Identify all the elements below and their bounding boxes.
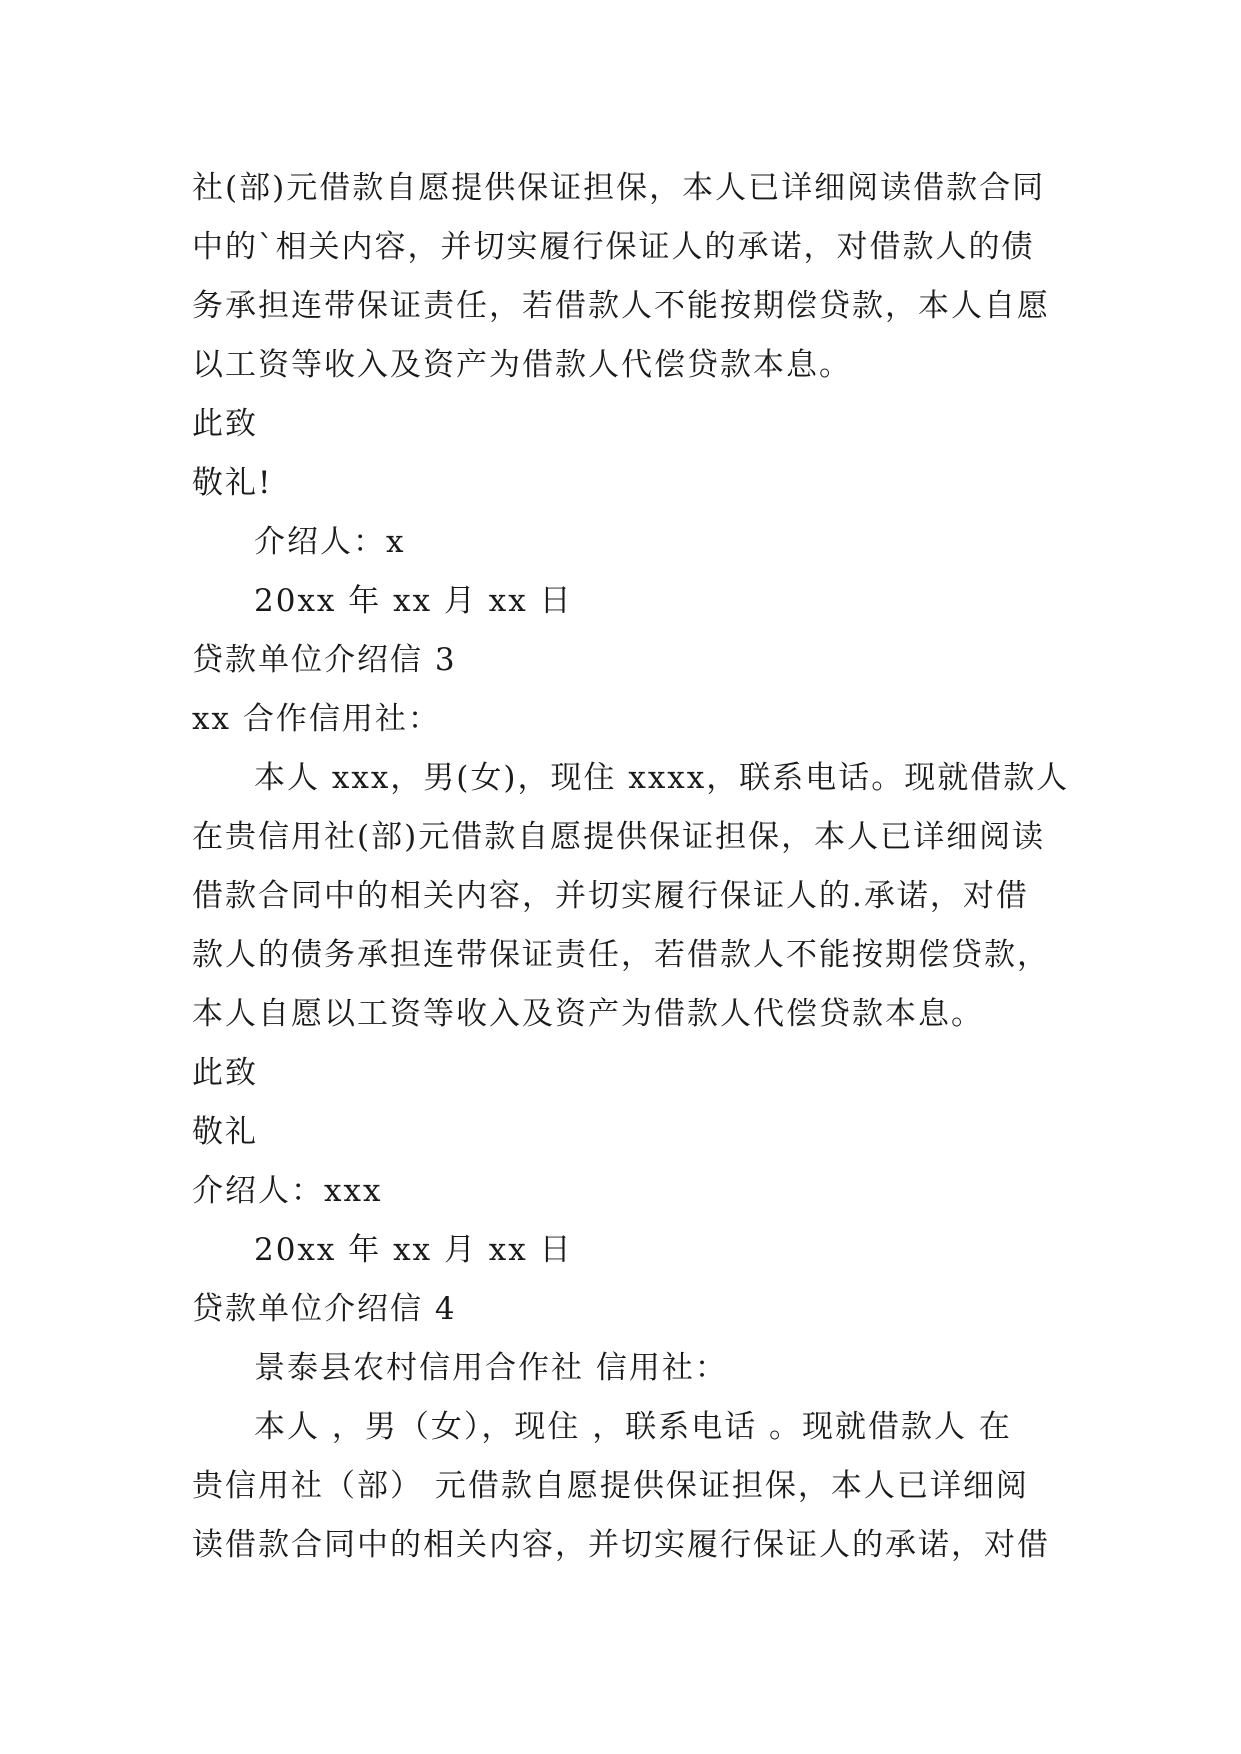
closing-line: 此致 <box>192 406 258 442</box>
paragraph-line: 款人的债务承担连带保证责任，若借款人不能按期偿贷款， <box>192 937 1050 973</box>
paragraph-line: 在贵信用社(部)元借款自愿提供保证担保，本人已详细阅读 <box>192 819 1046 855</box>
paragraph-line: 中的`相关内容，并切实履行保证人的承诺，对借款人的债 <box>192 229 1035 265</box>
paragraph-line: 以工资等收入及资产为借款人代偿贷款本息。 <box>192 347 852 383</box>
salutation-line: 敬礼! <box>192 465 273 501</box>
date-line: 20xx 年 xx 月 xx 日 <box>254 583 573 619</box>
paragraph-line: 本人自愿以工资等收入及资产为借款人代偿贷款本息。 <box>192 996 984 1032</box>
date-line: 20xx 年 xx 月 xx 日 <box>254 1232 573 1268</box>
paragraph-line: 读借款合同中的相关内容，并切实履行保证人的承诺，对借 <box>192 1527 1050 1563</box>
paragraph-line: 务承担连带保证责任，若借款人不能按期偿贷款，本人自愿 <box>192 288 1050 324</box>
addressee-line: xx 合作信用社： <box>192 701 441 737</box>
paragraph-line: 借款合同中的相关内容，并切实履行保证人的.承诺，对借 <box>192 878 1029 914</box>
addressee-line: 景泰县农村信用合作社 信用社： <box>254 1350 728 1386</box>
paragraph-line: 社(部)元借款自愿提供保证担保，本人已详细阅读借款合同 <box>192 170 1046 206</box>
salutation-line: 敬礼 <box>192 1114 258 1150</box>
paragraph-line: 本人 xxx，男(女)，现住 xxxx，联系电话。现就借款人 <box>254 760 1070 796</box>
introducer-line: 介绍人：xxx <box>192 1173 383 1209</box>
paragraph-line: 贵信用社（部） 元借款自愿提供保证担保，本人已详细阅 <box>192 1468 1029 1504</box>
letter-heading: 贷款单位介绍信 3 <box>192 642 457 678</box>
closing-line: 此致 <box>192 1055 258 1091</box>
paragraph-line: 本人 ，男（女），现住 ，联系电话 。现就借款人 在 <box>254 1409 1012 1445</box>
letter-heading: 贷款单位介绍信 4 <box>192 1291 457 1327</box>
introducer-line: 介绍人：x <box>254 524 406 560</box>
